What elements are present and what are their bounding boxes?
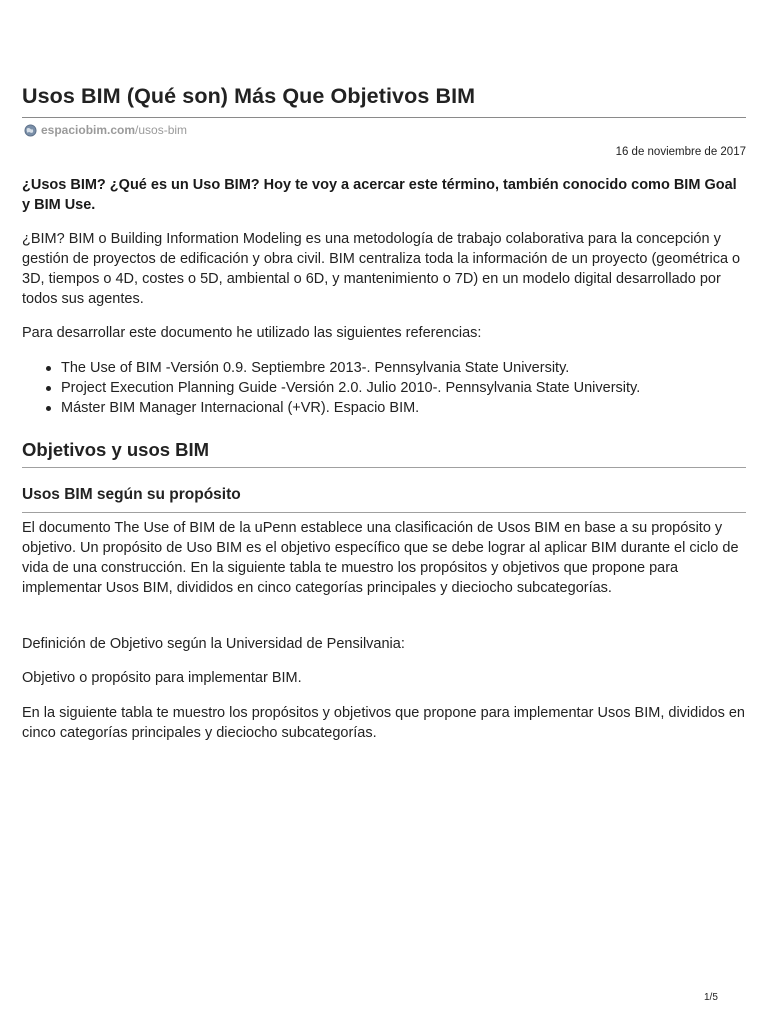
source-path: /usos-bim bbox=[135, 123, 188, 137]
globe-icon bbox=[24, 124, 37, 137]
subsection-heading: Usos BIM según su propósito bbox=[22, 486, 241, 503]
section-heading: Objetivos y usos BIM bbox=[22, 439, 210, 460]
publish-date: 16 de noviembre de 2017 bbox=[615, 146, 746, 158]
source-domain: espaciobim.com bbox=[41, 123, 136, 137]
page-title: Usos BIM (Qué son) Más Que Objetivos BIM bbox=[22, 84, 476, 108]
references-list bbox=[22, 358, 640, 418]
section-divider bbox=[22, 467, 746, 468]
page-number: 1/5 bbox=[704, 992, 718, 1003]
objective-definition-intro: Definición de Objetivo según la Universidad de Pensilvania: bbox=[22, 636, 405, 652]
list-item: Máster BIM Manager Internacional (+VR). Espacio BIM. bbox=[61, 398, 640, 418]
table-intro-paragraph: En la siguiente tabla te muestro los propósitos y objetivos que propone para implementar Usos BIM, divididos en cinco categorías principales y dieciocho subcategorías. bbox=[22, 705, 745, 741]
source-link[interactable] bbox=[24, 123, 187, 137]
list-item: Project Execution Planning Guide -Versión 2.0. Julio 2010-. Pennsylvania State University. bbox=[61, 380, 641, 396]
list-item: The Use of BIM -Versión 0.9. Septiembre 2013-. Pennsylvania State University. bbox=[61, 358, 640, 378]
upenn-classification-paragraph: El documento The Use of BIM de la uPenn establece una clasificación de Usos BIM en base a su propósito y objetivo. Un propósito de Uso BIM es el objetivo específico que se debe lograr al aplicar BIM durante el ciclo de vida de una construcción. En la siguiente tabla te muestro los propósitos y objetivos que propone para implementar Usos BIM, divididos en cinco categorías principales y dieciocho subcategorías. bbox=[22, 520, 739, 596]
objective-definition: Objetivo o propósito para implementar BIM. bbox=[22, 670, 302, 686]
references-intro: Para desarrollar este documento he utilizado las siguientes referencias: bbox=[22, 325, 482, 341]
bim-definition-paragraph: ¿BIM? BIM o Building Information Modeling es una metodología de trabajo colaborativa para la concepción y gestión de proyectos de edificación y obra civil. BIM centraliza toda la información de un proyecto (geométrica o 3D, tiempos o 4D, costes o 5D, ambiental o 6D, y mantenimiento o 7D) en un modelo digital desarrollado por todos sus agentes. bbox=[22, 231, 741, 307]
lead-paragraph: ¿Usos BIM? ¿Qué es un Uso BIM? Hoy te voy a acercar este término, también conocido como BIM Goal y BIM Use. bbox=[22, 177, 737, 213]
title-divider bbox=[22, 117, 746, 118]
subsection-divider bbox=[22, 512, 746, 513]
